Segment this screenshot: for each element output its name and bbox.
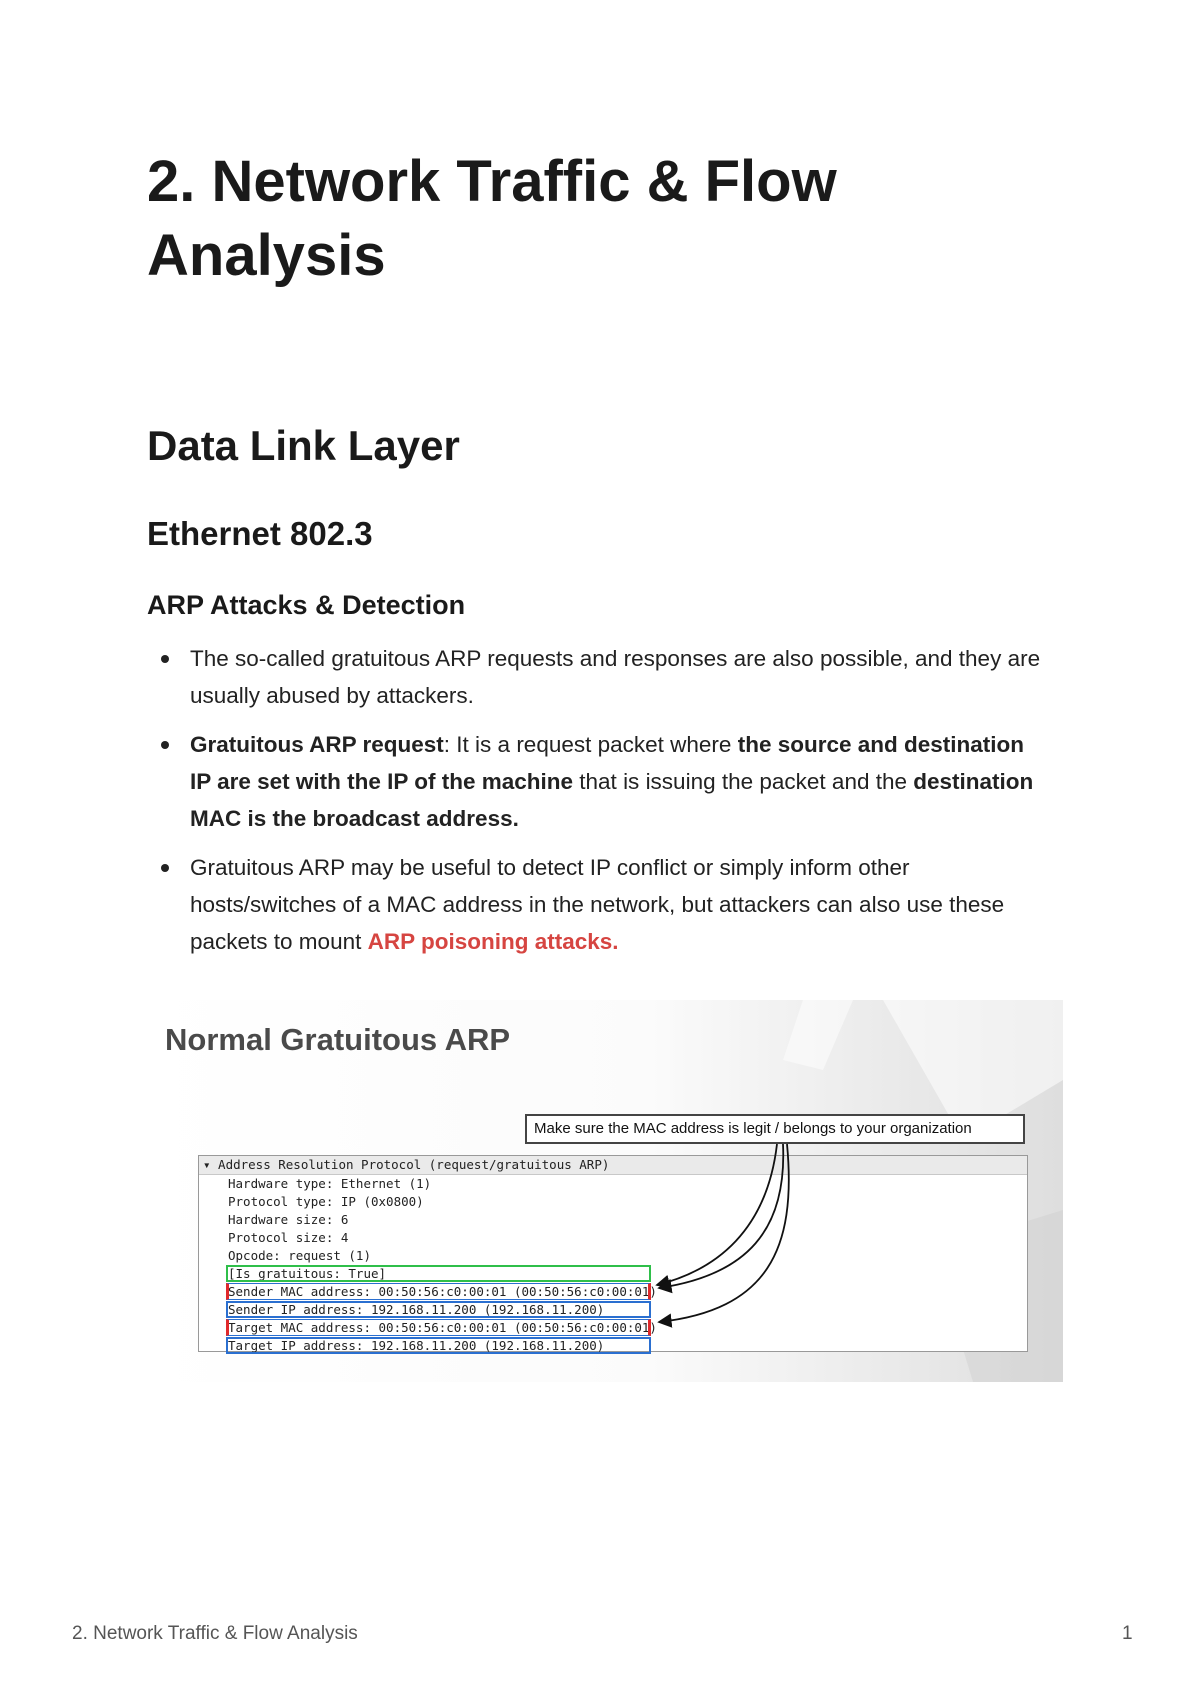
callout-box: Make sure the MAC address is legit / belongs to your organization: [525, 1114, 1025, 1144]
tree-row-sender-mac: Sender MAC address: 00:50:56:c0:00:01 (00:50:56:c0:00:01): [228, 1284, 657, 1299]
tree-row: Protocol size: 4: [228, 1230, 349, 1245]
tree-row: Protocol type: IP (0x0800): [228, 1194, 424, 1209]
green-highlight: [226, 1265, 651, 1282]
subsection-heading: Ethernet 802.3: [147, 515, 373, 552]
section-heading: Data Link Layer: [147, 422, 460, 469]
figure-title: Normal Gratuitous ARP: [165, 1022, 511, 1057]
list-item: The so-called gratuitous ARP requests and responses are also possible, and they are usually abused by attackers.: [147, 640, 1047, 714]
footer-title: 2. Network Traffic & Flow Analysis: [72, 1623, 358, 1644]
blue-highlight: [226, 1337, 651, 1354]
tree-row-sender-ip: Sender IP address: 192.168.11.200 (192.168.11.200): [199, 1301, 1027, 1319]
tree-row: Hardware type: Ethernet (1): [228, 1176, 432, 1191]
red-highlight: [226, 1283, 651, 1300]
tree-row-target-mac: Target MAC address: 00:50:56:c0:00:01 (00:50:56:c0:00:01): [228, 1320, 657, 1335]
page-title: 2. Network Traffic & Flow Analysis: [147, 149, 837, 288]
tree-row: Hardware size: 6: [228, 1212, 349, 1227]
tree-row: Opcode: request (1): [228, 1248, 371, 1263]
page-number: 1: [1122, 1623, 1133, 1644]
subsubsection-heading: ARP Attacks & Detection: [147, 590, 466, 620]
protocol-tree: [198, 1155, 1028, 1352]
bullet-list: [147, 640, 1047, 972]
list-item: Gratuitous ARP request: It is a request packet where the source and destination IP are set with the IP of the machine that is issuing the packet and the destination MAC is the broadcast address.: [147, 726, 1047, 837]
tree-row-target-ip: Target IP address: 192.168.11.200 (192.168.11.200): [199, 1337, 1027, 1355]
highlight-text: ARP poisoning attacks.: [367, 929, 619, 954]
list-item: Gratuitous ARP may be useful to detect IP conflict or simply inform other hosts/switches of a MAC address in the network, but attackers can also use these packets to mount ARP poisoning attacks.: [147, 849, 1047, 960]
red-highlight: [226, 1319, 651, 1336]
blue-highlight: [226, 1301, 651, 1318]
figure-normal-gratuitous-arp: [147, 1000, 1063, 1382]
tree-row-gratuitous: [Is gratuitous: True]: [199, 1265, 1027, 1283]
protocol-header: ▾ Address Resolution Protocol (request/gratuitous ARP): [199, 1156, 1027, 1175]
